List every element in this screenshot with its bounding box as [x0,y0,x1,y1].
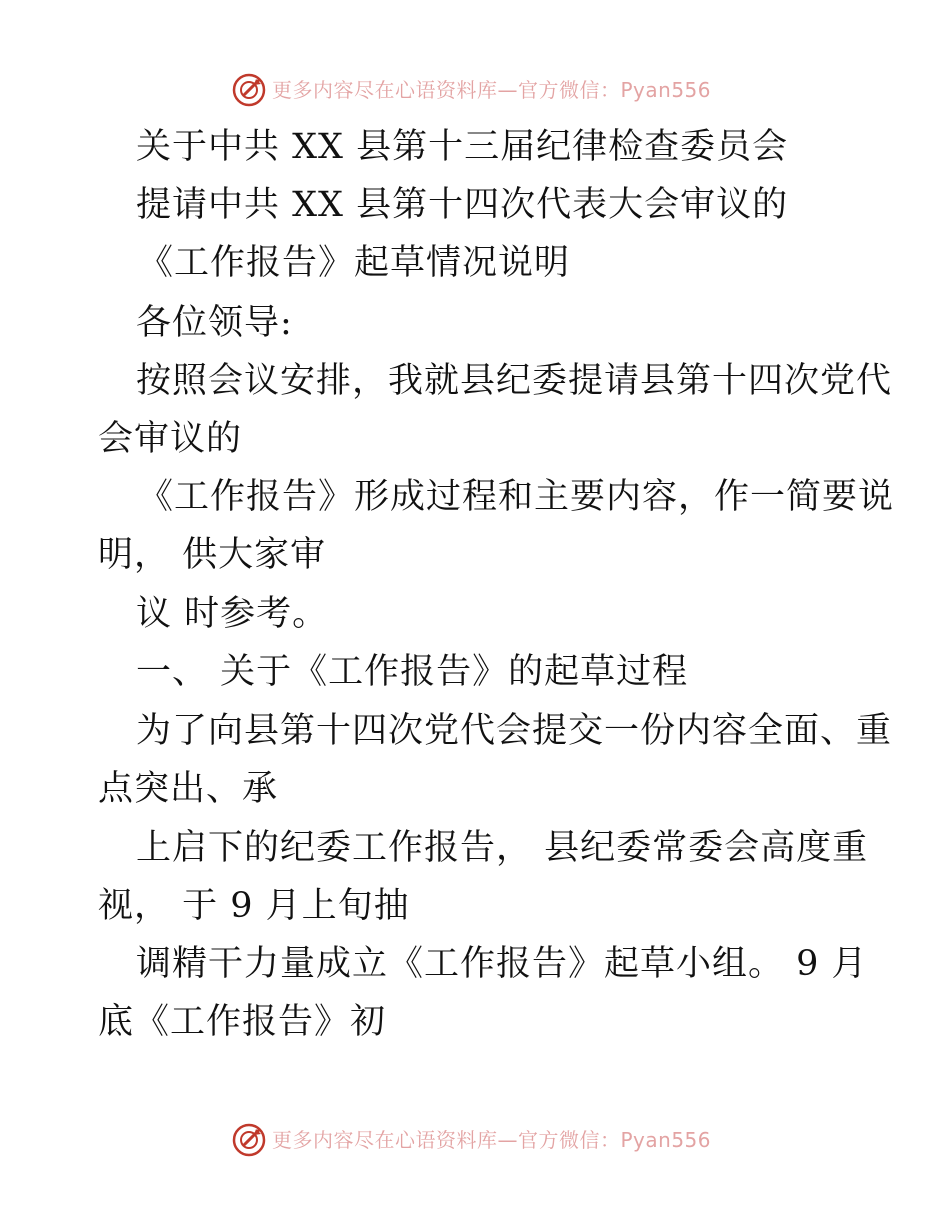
paragraph-line: 《工作报告》形成过程和主要内容，作一简要说 [138,477,895,517]
paragraph-line: 为了向县第十四次党代会提交一份内容全面、重 [136,711,893,751]
title-line-2: 提请中共 XX 县第十四次代表大会审议的 [136,185,789,225]
salutation: 各位领导: [136,303,293,343]
section-heading: 一、 关于《工作报告》的起草过程 [136,652,689,692]
watermark-text: 更多内容尽在心语资料库—官方微信：Pyan556 [272,78,712,102]
paragraph-line: 点突出、承 [98,769,279,809]
watermark-text: 更多内容尽在心语资料库—官方微信：Pyan556 [272,1128,712,1152]
paragraph-line: 按照会议安排，我就县纪委提请县第十四次党代 [136,361,893,401]
logo-icon [232,73,266,107]
paragraph-line: 会审议的 [98,419,243,459]
paragraph-line: 底《工作报告》初 [98,1002,387,1042]
watermark-header [232,70,711,110]
paragraph-line: 明， 供大家审 [98,535,327,575]
title-line-1: 关于中共 XX 县第十三届纪律检查委员会 [136,127,789,167]
paragraph-line: 上启下的纪委工作报告， 县纪委常委会高度重 [136,828,869,868]
watermark-footer [232,1120,711,1160]
title-line-3: 《工作报告》起草情况说明 [138,243,571,283]
paragraph-line: 视， 于 9 月上旬抽 [98,886,410,926]
paragraph-line: 议 时参考。 [136,594,329,634]
paragraph-line: 调精干力量成立《工作报告》起草小组。 9 月 [136,944,868,984]
logo-icon [232,1123,266,1157]
